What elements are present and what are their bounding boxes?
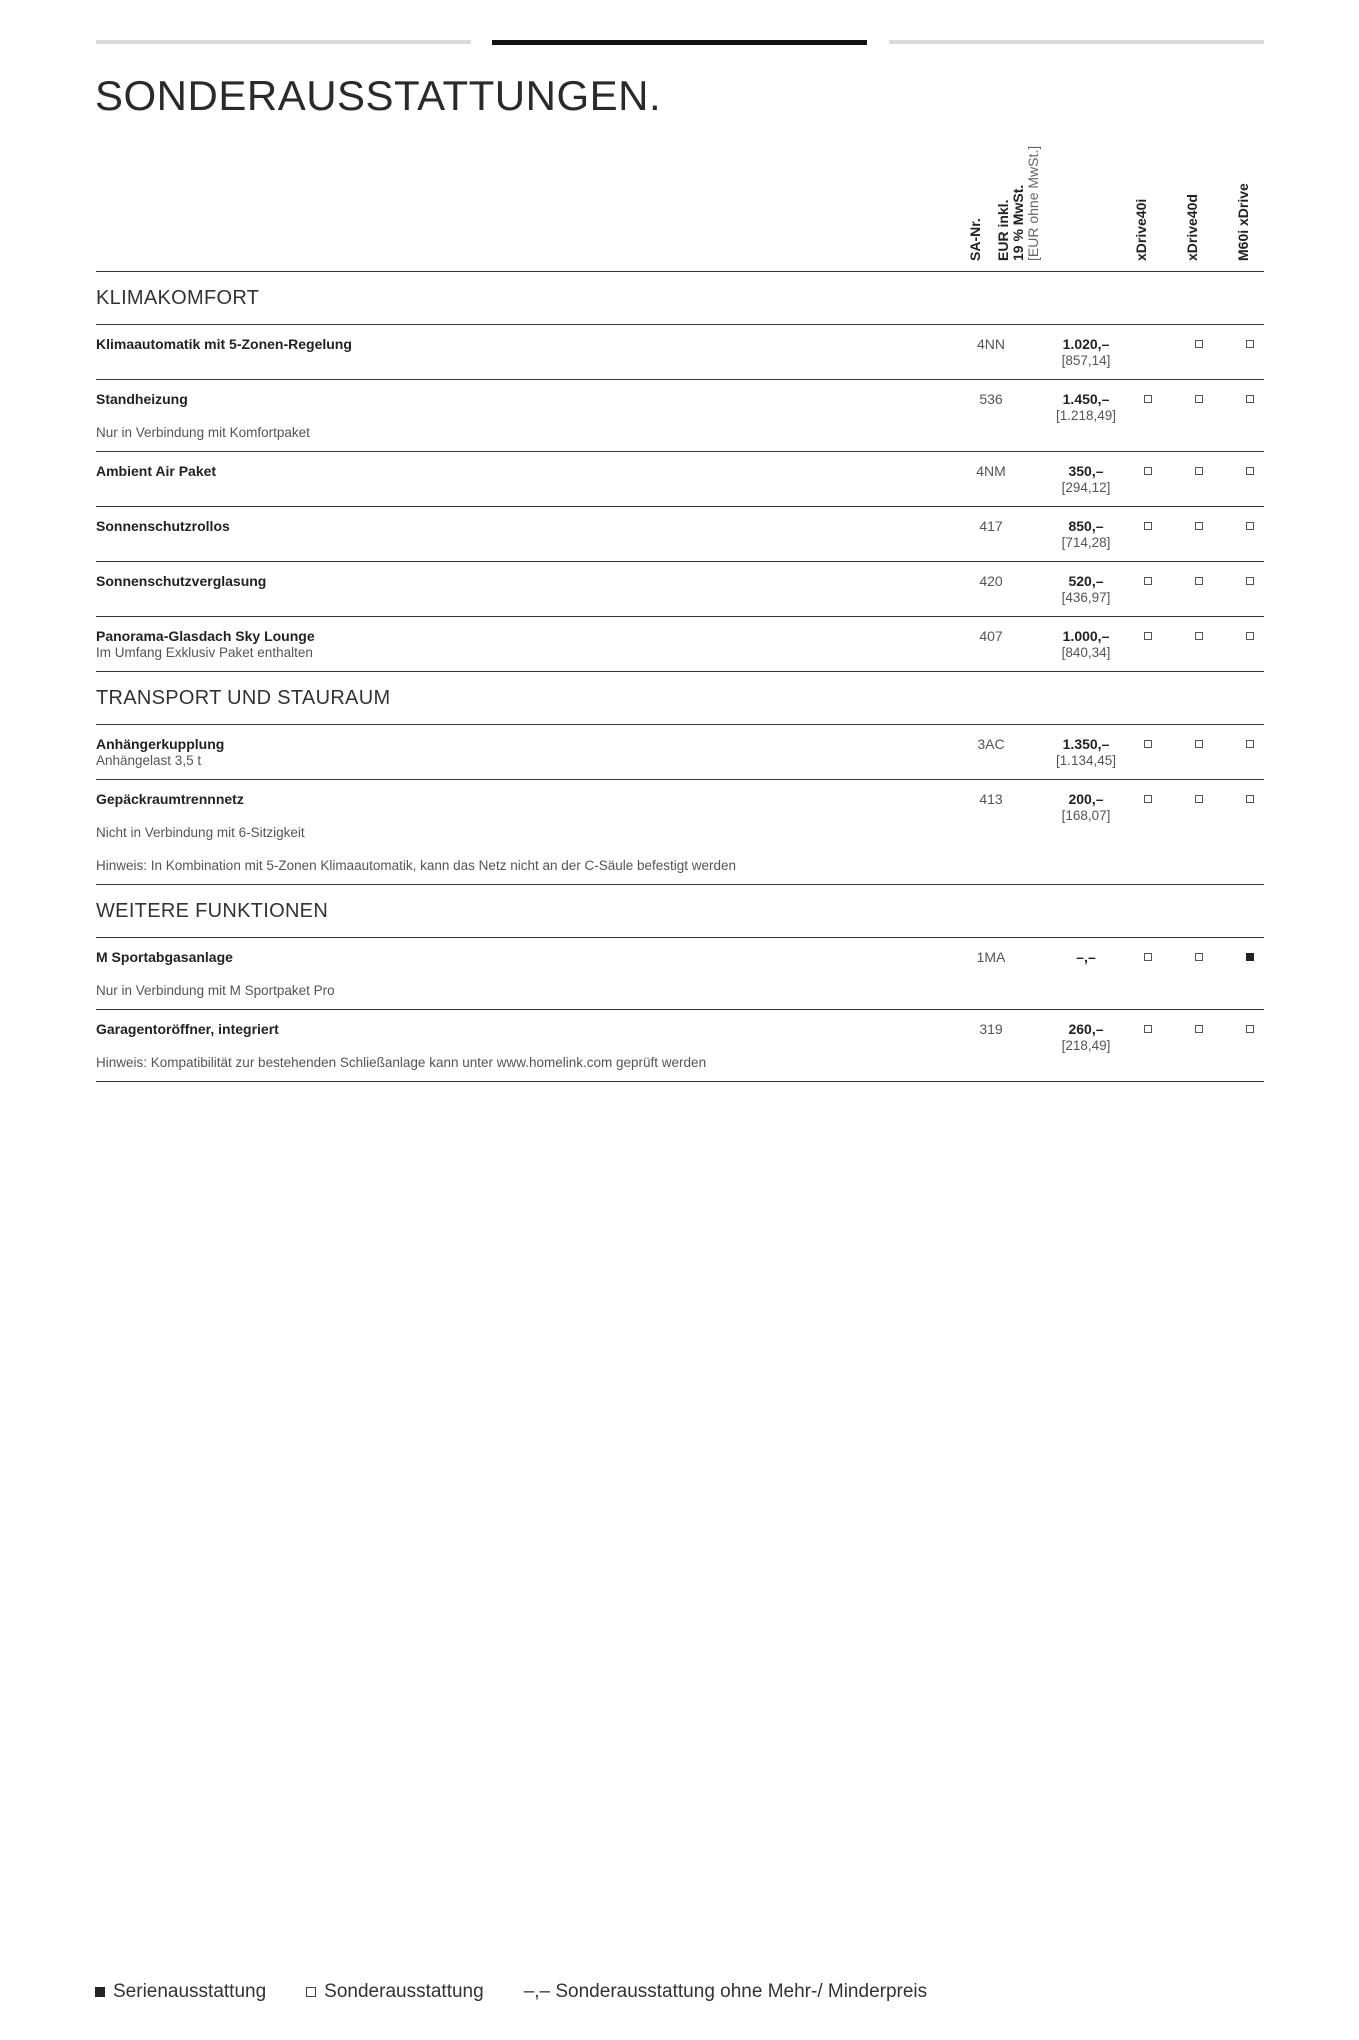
price-net: [714,28] (1061, 535, 1111, 550)
legend-item-optional: Sonderausstattung (306, 1981, 484, 2003)
price-gross: 850,– (1068, 518, 1104, 534)
price-gross: 260,– (1068, 1021, 1104, 1037)
price-net: [436,97] (1061, 590, 1111, 605)
optional-square-icon (1246, 467, 1254, 475)
price-cell (1016, 336, 1156, 369)
sa-number: 4NM (976, 463, 1006, 479)
optional-square-icon (1144, 467, 1152, 475)
price-cell (1016, 573, 1156, 606)
price-cell (1016, 518, 1156, 551)
price-cell (1016, 791, 1156, 824)
legend-item-no-charge: –,– Sonderausstattung ohne Mehr-/ Minderpreis (523, 1981, 928, 2002)
table-row (96, 380, 1264, 452)
price-cell (1016, 463, 1156, 496)
section-title: KLIMAKOMFORT (96, 272, 1264, 325)
price-net: [1.218,49] (1055, 408, 1117, 423)
price-net: [840,34] (1061, 645, 1111, 660)
optional-square-icon (1144, 395, 1152, 403)
sa-number: 4NN (976, 336, 1005, 352)
optional-square-icon (1246, 740, 1254, 748)
table-row (96, 938, 1264, 1010)
table-body (96, 272, 1264, 1082)
table-row (96, 452, 1264, 507)
empty-square-icon (306, 1987, 316, 1997)
price-gross: 1.350,– (1062, 736, 1110, 752)
sa-number: 536 (979, 391, 1003, 407)
option-name: Anhängerkupplung (96, 736, 225, 752)
optional-square-icon (1246, 632, 1254, 640)
table-row (96, 617, 1264, 672)
optional-square-icon (1144, 953, 1152, 961)
optional-square-icon (1195, 577, 1203, 585)
option-subtext: Anhängelast 3,5 t (96, 753, 202, 768)
option-note: Nur in Verbindung mit M Sportpaket Pro (96, 983, 335, 998)
progress-segment (96, 40, 471, 44)
sa-number: 407 (979, 628, 1003, 644)
column-header-price: EUR inkl. 19 % MwSt. [EUR ohne MwSt.] (995, 145, 1041, 261)
standard-square-icon (1246, 953, 1254, 961)
optional-square-icon (1195, 467, 1203, 475)
price-gross: 1.020,– (1062, 336, 1110, 352)
price-cell (1016, 628, 1156, 661)
column-header-model-2: xDrive40d (1184, 194, 1200, 261)
optional-square-icon (1246, 522, 1254, 530)
option-name: Gepäckraumtrennnetz (96, 791, 244, 807)
legend (95, 1981, 967, 2003)
optional-square-icon (1246, 395, 1254, 403)
page-title: SONDERAUSSTATTUNGEN. (95, 72, 662, 119)
optional-square-icon (1144, 522, 1152, 530)
option-name: Ambient Air Paket (96, 463, 217, 479)
section-title: WEITERE FUNKTIONEN (96, 885, 1264, 938)
optional-square-icon (1195, 395, 1203, 403)
optional-square-icon (1144, 577, 1152, 585)
price-cell (1016, 391, 1156, 424)
optional-square-icon (1195, 795, 1203, 803)
column-header-sa: SA-Nr. (967, 218, 983, 261)
price-net: [294,12] (1061, 480, 1111, 495)
option-subtext: Im Umfang Exklusiv Paket enthalten (96, 645, 313, 660)
optional-square-icon (1195, 740, 1203, 748)
optional-square-icon (1246, 340, 1254, 348)
optional-square-icon (1195, 953, 1203, 961)
option-note: Hinweis: Kompatibilität zur bestehenden Schließanlage kann unter www.homelink.com geprüft werden (96, 1055, 707, 1070)
optional-square-icon (1144, 740, 1152, 748)
optional-square-icon (1246, 795, 1254, 803)
table-row (96, 507, 1264, 562)
option-name: M Sportabgasanlage (96, 949, 233, 965)
legend-item-standard: Serienausstattung (95, 1981, 266, 2003)
optional-square-icon (1195, 340, 1203, 348)
price-gross: 520,– (1068, 573, 1104, 589)
price-net: [218,49] (1061, 1038, 1111, 1053)
sa-number: 1MA (976, 949, 1006, 965)
optional-square-icon (1144, 1025, 1152, 1033)
sa-number: 3AC (977, 736, 1005, 752)
sa-number: 417 (979, 518, 1003, 534)
optional-square-icon (1144, 795, 1152, 803)
sa-number: 420 (979, 573, 1003, 589)
table-row (96, 725, 1264, 780)
optional-square-icon (1246, 1025, 1254, 1033)
optional-square-icon (1195, 632, 1203, 640)
option-name: Panorama-Glasdach Sky Lounge (96, 628, 315, 644)
section-title: TRANSPORT UND STAURAUM (96, 672, 1264, 725)
sa-number: 319 (979, 1021, 1003, 1037)
price-cell (1016, 736, 1156, 769)
filled-square-icon (95, 1987, 105, 1997)
progress-segment (889, 40, 1264, 44)
optional-square-icon (1195, 522, 1203, 530)
price-gross: 1.450,– (1062, 391, 1110, 407)
price-net: [1.134,45] (1055, 753, 1117, 768)
option-name: Sonnenschutzrollos (96, 518, 230, 534)
optional-square-icon (1195, 1025, 1203, 1033)
price-gross: 200,– (1068, 791, 1104, 807)
option-note: Nur in Verbindung mit Komfortpaket (96, 425, 310, 440)
option-name: Standheizung (96, 391, 188, 407)
option-name: Sonnenschutzverglasung (96, 573, 267, 589)
option-name: Klimaautomatik mit 5-Zonen-Regelung (96, 336, 352, 352)
table-header (96, 130, 1264, 272)
sa-number: 413 (979, 791, 1003, 807)
column-header-model-1: xDrive40i (1133, 198, 1149, 261)
price-gross: 1.000,– (1062, 628, 1110, 644)
column-header-model-3: M60i xDrive (1235, 183, 1251, 261)
optional-square-icon (1246, 577, 1254, 585)
option-note: Hinweis: In Kombination mit 5-Zonen Klimaautomatik, kann das Netz nicht an der C-Säule befestigt werden (96, 858, 737, 873)
page-progress-indicator (96, 40, 1264, 46)
price-cell (1016, 949, 1156, 966)
price-net: [857,14] (1061, 353, 1111, 368)
optional-square-icon (1144, 632, 1152, 640)
price-net: [168,07] (1061, 808, 1111, 823)
table-row (96, 1010, 1264, 1082)
option-note: Nicht in Verbindung mit 6-Sitzigkeit (96, 825, 305, 840)
table-row (96, 562, 1264, 617)
option-name: Garagentoröffner, integriert (96, 1021, 279, 1037)
progress-segment-active (492, 40, 867, 45)
price-cell (1016, 1021, 1156, 1054)
price-gross: –,– (1076, 949, 1096, 965)
table-row (96, 325, 1264, 380)
table-row (96, 780, 1264, 885)
options-table (96, 130, 1264, 1082)
price-gross: 350,– (1068, 463, 1104, 479)
